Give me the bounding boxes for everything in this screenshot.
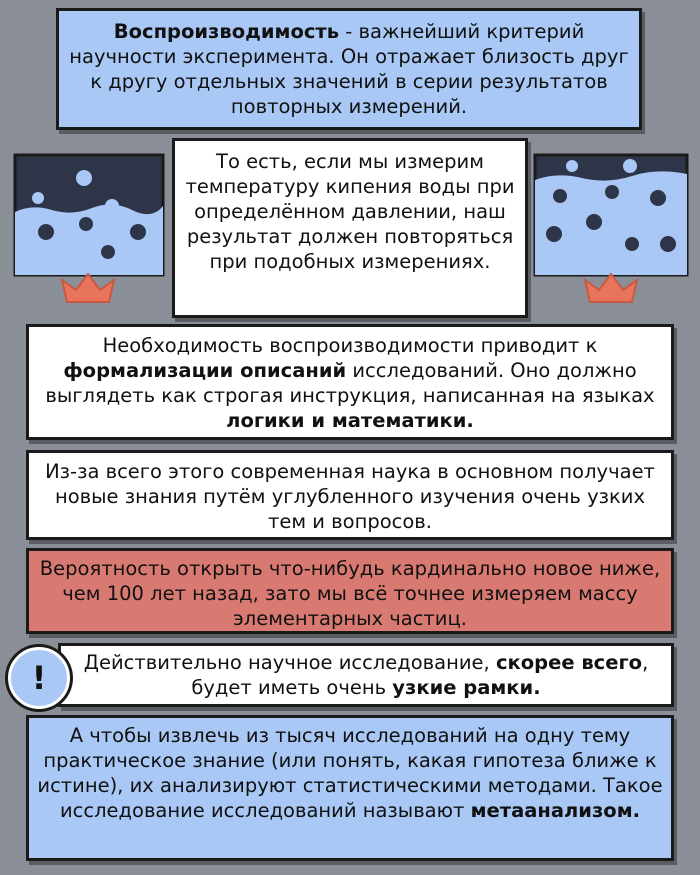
probability-block: Вероятность открыть что-нибудь кардинально новое ниже, чем 100 лет назад, зато мы всё точнее измеряем массу элементарных частиц.: [26, 548, 674, 634]
narrow-bold-1: скорее всего: [495, 651, 643, 674]
formalization-text-2: исследований. Оно должно выглядеть как строгая инструкция, написанная на языках: [45, 359, 655, 407]
formalization-bold-2: логики и математики.: [226, 409, 474, 432]
formalization-bold-1: формализации описаний: [63, 359, 347, 382]
narrow-text-1: Действительно научное исследование,: [83, 651, 496, 674]
meta-bold: метаанализом.: [470, 799, 641, 822]
term-reproducibility: Воспроизводимость: [113, 20, 340, 43]
meta-text: А чтобы извлечь из тысяч исследований на одну тему практическое знание (или понять, какая гипотеза ближе к истине), их анализируют статистическими методами. Такое исследование исследований называют: [37, 724, 663, 822]
narrow-topics-block: Из-за всего этого современная наука в основном получает новые знания путём углубленного изучения очень узких тем и вопросов.: [26, 450, 674, 540]
boiling-pot-right-icon: [532, 152, 692, 312]
narrow-bold-2: узкие рамки.: [392, 676, 541, 699]
narrow-text-2: , будет иметь очень: [191, 651, 649, 699]
narrow-frame-block: [58, 643, 674, 707]
reproducibility-definition: [56, 8, 642, 130]
boiling-pot-left-icon: [12, 152, 167, 312]
meta-analysis-block: [26, 715, 674, 861]
boiling-example: То есть, если мы измерим температуру кипения воды при определённом давлении, наш результат должен повторяться при подобных измерениях.: [172, 138, 528, 318]
formalization-block: [26, 324, 674, 440]
formalization-text-1: Необходимость воспроизводимости приводит к: [102, 334, 598, 357]
definition-text: - важнейший критерий научности эксперимента. Он отражает близость друг к другу отдельных значений в серии результатов повторных измерений.: [69, 20, 629, 118]
exclamation-icon: !: [8, 647, 70, 709]
